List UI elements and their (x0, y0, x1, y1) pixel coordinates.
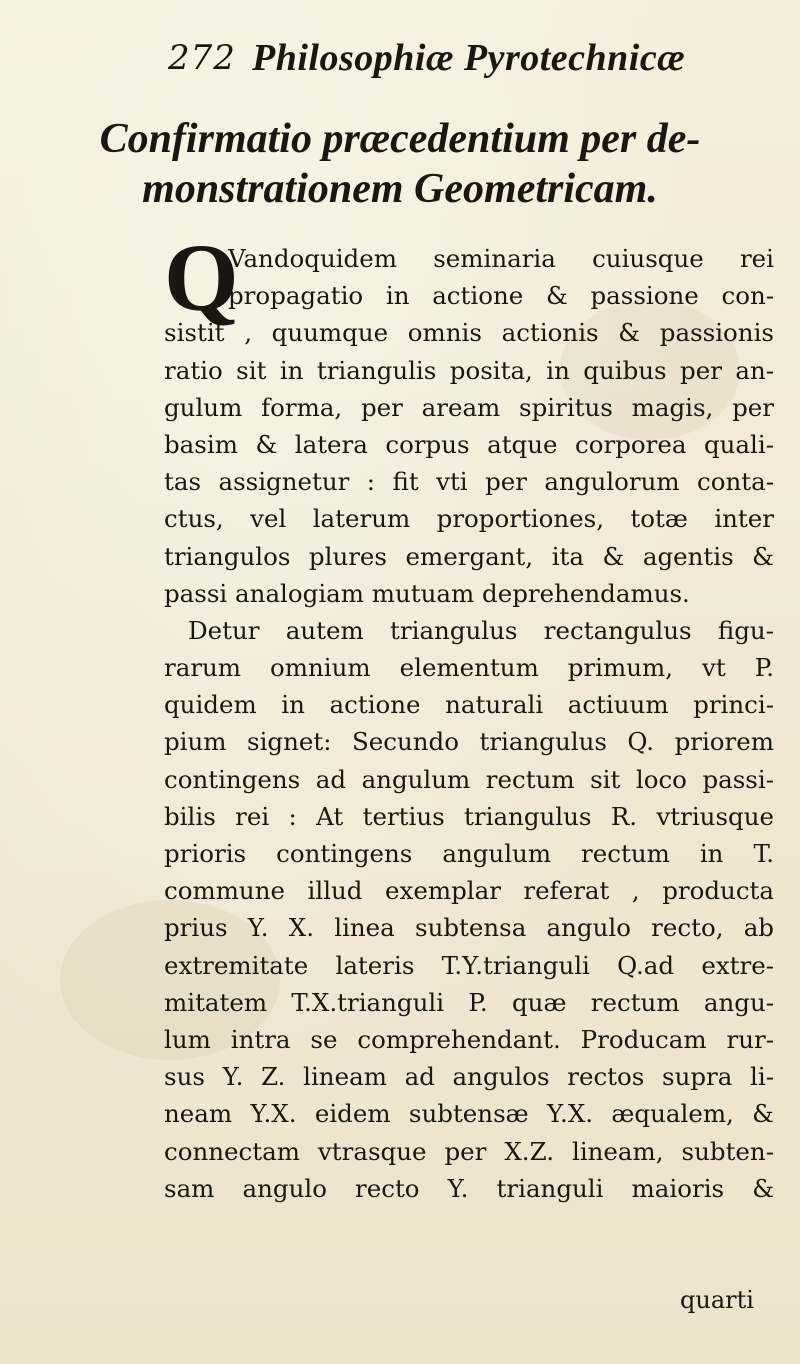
text-line: Detur autem triangulus rectangulus figu- (188, 615, 774, 645)
text-line: basim & latera corpus atque corporea quali- (164, 429, 774, 459)
text-line: neam Y.X. eidem subtensæ Y.X. æqualem, & (164, 1099, 774, 1129)
running-head-title: Philosophiæ Pyrotechnicæ (252, 37, 686, 79)
catchword: quarti (680, 1286, 754, 1314)
body-text (164, 224, 774, 1207)
text-line: sus Y. Z. lineam ad angulos rectos supra li- (164, 1062, 774, 1092)
text-line: propagatio in actione & passione con- (228, 281, 774, 311)
text-line: quidem in actione naturali actiuum princi- (164, 690, 774, 720)
text-line: connectam vtrasque per X.Z. lineam, subten- (164, 1136, 774, 1166)
drop-cap: Q (164, 224, 239, 331)
section-title-line-2: monstrationem Geometricam. (142, 166, 658, 212)
section-title (0, 114, 800, 214)
text-line: tas assignetur : fit vti per angulorum conta- (164, 467, 774, 497)
text-line: lum intra se comprehendant. Producam rur- (164, 1024, 774, 1054)
text-line: rarum omnium elementum primum, vt P. (164, 653, 774, 683)
text-line: ctus, vel laterum proportiones, totæ inter (164, 504, 774, 534)
text-line: sam angulo recto Y. trianguli maioris & (164, 1173, 774, 1203)
text-line: passi analogiam mutuam deprehendamus. (164, 578, 690, 608)
text-line: pium signet: Secundo triangulus Q. priorem (164, 727, 774, 757)
section-title-line-1: Confirmatio præcedentium per de- (99, 116, 701, 162)
text-line: commune illud exemplar referat , producta (164, 876, 774, 906)
text-line: ratio sit in triangulis posita, in quibus per an- (164, 355, 774, 385)
text-line: contingens ad angulum rectum sit loco passi- (164, 764, 774, 794)
text-line: prioris contingens angulum rectum in T. (164, 839, 774, 868)
text-line: extremitate lateris T.Y.trianguli Q.ad extre- (164, 950, 774, 980)
running-header (0, 38, 800, 88)
text-line: prius Y. X. linea subtensa angulo recto, ab (164, 913, 774, 943)
text-line: Vandoquidem seminaria cuiusque rei (228, 244, 774, 273)
text-line: triangulos plures emergant, ita & agentis & (164, 541, 774, 571)
text-line: sistit , quumque omnis actionis & passionis (164, 318, 774, 348)
text-line: bilis rei : At tertius triangulus R. vtriusque (164, 801, 774, 831)
page-number: 272 (168, 38, 236, 78)
text-line: mitatem T.X.trianguli P. quæ rectum angu- (164, 987, 774, 1017)
text-line: gulum forma, per aream spiritus magis, per (164, 392, 774, 422)
